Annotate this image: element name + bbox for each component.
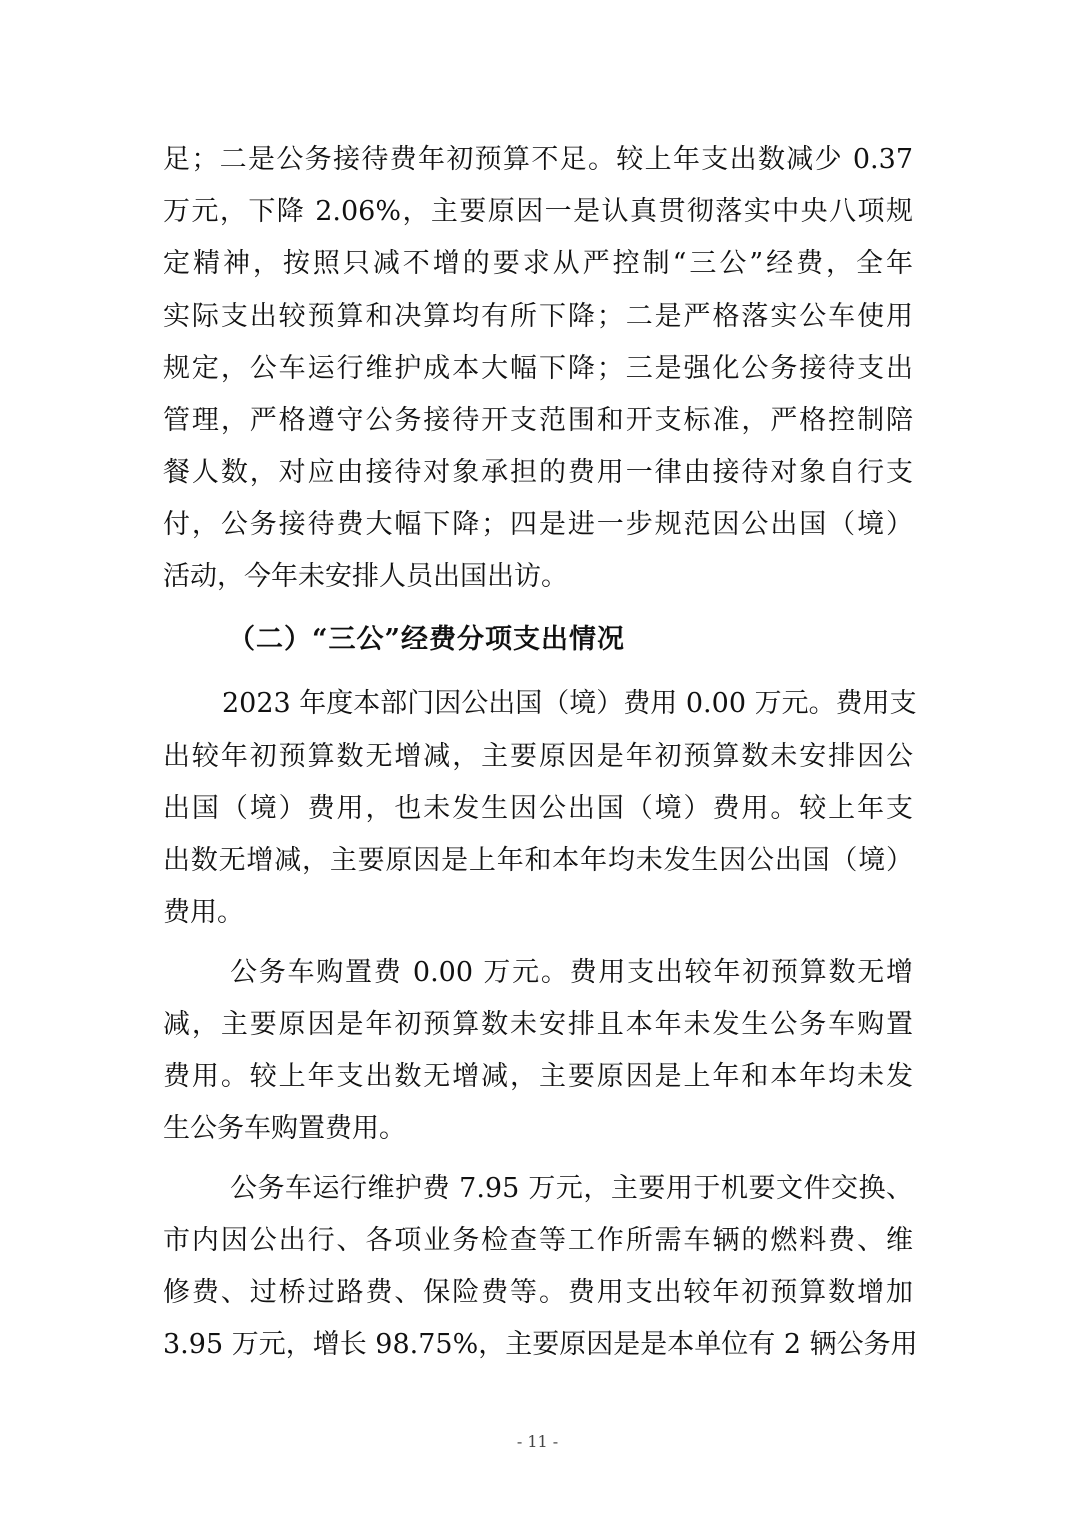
- page-number: - 11 -: [516, 1432, 559, 1451]
- text-line: 管理，严格遵守公务接待开支范围和开支标准，严格控制陪: [163, 405, 913, 436]
- text-line: 出国（境）费用，也未发生因公出国（境）费用。较上年支: [163, 793, 913, 824]
- text-line: 万元，下降 2.06%，主要原因一是认真贯彻落实中央八项规: [163, 196, 913, 227]
- text-line: 出数无增减，主要原因是上年和本年均未发生因公出国（境）: [163, 845, 913, 876]
- text-line: 3.95 万元，增长 98.75%，主要原因是是本单位有 2 辆公务用: [163, 1329, 918, 1360]
- text-line: 费用。较上年支出数无增减，主要原因是上年和本年均未发: [163, 1061, 913, 1092]
- text-line: 出较年初预算数无增减，主要原因是年初预算数未安排因公: [163, 741, 913, 772]
- text-line: 公务车购置费 0.00 万元。费用支出较年初预算数无增: [230, 957, 913, 988]
- text-line: 生公务车购置费用。: [163, 1113, 406, 1144]
- text-line: 修费、过桥过路费、保险费等。费用支出较年初预算数增加: [163, 1277, 913, 1308]
- text-line: 费用。: [163, 897, 244, 928]
- text-line: 减，主要原因是年初预算数未安排且本年未发生公务车购置: [163, 1009, 913, 1040]
- text-line: 餐人数，对应由接待对象承担的费用一律由接待对象自行支: [163, 457, 913, 488]
- text-line: 实际支出较预算和决算均有所下降；二是严格落实公车使用: [163, 301, 913, 332]
- text-line: 公务车运行维护费 7.95 万元，主要用于机要文件交换、: [230, 1173, 913, 1204]
- text-line: 付，公务接待费大幅下降；四是进一步规范因公出国（境）: [163, 509, 913, 540]
- section-heading: （二）“三公”经费分项支出情况: [228, 624, 626, 655]
- text-line: 2023 年度本部门因公出国（境）费用 0.00 万元。费用支: [222, 688, 917, 719]
- text-line: 足；二是公务接待费年初预算不足。较上年支出数减少 0.37: [163, 144, 913, 175]
- text-line: 规定，公车运行维护成本大幅下降；三是强化公务接待支出: [163, 353, 913, 384]
- text-line: 市内因公出行、各项业务检查等工作所需车辆的燃料费、维: [163, 1225, 913, 1256]
- text-line: 定精神，按照只减不增的要求从严控制“三公”经费，全年: [163, 248, 913, 279]
- text-line: 活动，今年未安排人员出国出访。: [163, 561, 568, 592]
